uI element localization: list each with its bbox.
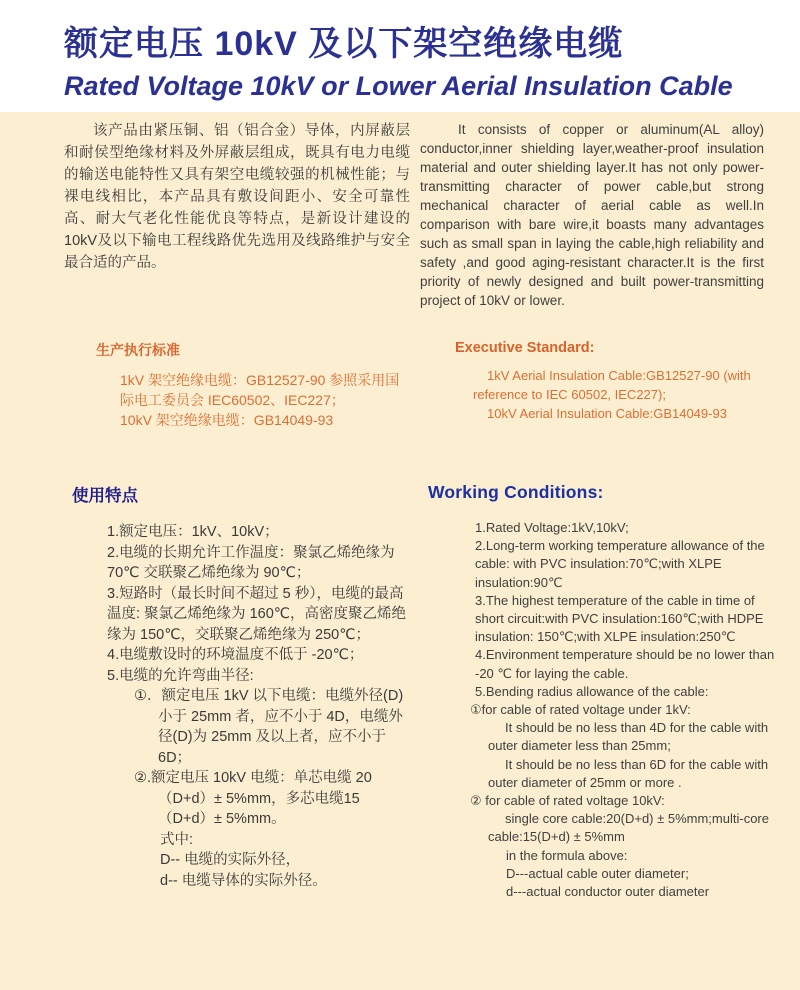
working-condition-item-en: 3.The highest temperature of the cable in time of short circuit:with PVC insulation:160℃;with HDPE insulation: 150℃;with XLPE insulation:250℃ (475, 592, 764, 645)
page-header (0, 0, 800, 112)
standard-lines-zh (120, 370, 412, 430)
page-title-en: Rated Voltage 10kV or Lower Aerial Insulation Cable (64, 71, 733, 101)
working-condition-item-en: 2.Long-term working temperature allowance of the cable: with PVC insulation:70℃;with XLPE insulation:90℃ (475, 538, 765, 590)
working-condition-item-en: single core cable:20(D+d) ± 5%mm;multi-core cable:15(D+d) ± 5%mm (488, 811, 769, 845)
working-conditions-heading-en: Working Conditions: (428, 482, 604, 502)
feature-item-zh: d-- 电缆导体的实际外径。 (160, 872, 327, 889)
working-condition-item-en: It should be no less than 4D for the cable with outer diameter less than 25mm; (488, 720, 769, 754)
feature-item-zh: 3.短路时（最长时间不超过 5 秒），电缆的最高温度: 聚氯乙烯绝缘为 160℃，高密度聚乙烯绝缘为 150℃，交联聚乙烯绝缘为 250℃； (107, 585, 407, 643)
working-condition-item-en: 5.Bending radius allowance of the cable: (475, 683, 709, 699)
standard-block-en (428, 340, 773, 430)
standard-line-en: 1kV Aerial Insulation Cable:GB12527-90 (with reference to IEC 60502, IEC227); (473, 368, 751, 402)
feature-item-zh: 式中: (160, 831, 194, 848)
features-list-zh (107, 522, 407, 891)
standard-lines-en (473, 366, 773, 423)
features-block-zh (64, 482, 410, 901)
intro-paragraph-en: It consists of copper or aluminum(AL alloy) conductor,inner shielding layer,weather-proof insulation material and outer shielding layer.It has not only power-transmitting character of power cable,but strong mechanical character of aerial cable as well.In comparison with bare wire,it boasts many advantages such as small span in laying the cable,high reliability and safety ,and good aging-resistant character.It is the first priority of newly designed and built power-transmitting project of 10kV or lower. (420, 122, 764, 308)
standard-line-en: 10kV Aerial Insulation Cable:GB14049-93 (487, 406, 727, 421)
features-section (64, 482, 775, 901)
feature-item-zh: D-- 电缆的实际外径， (160, 852, 301, 868)
working-condition-item-en: D---actual cable outer diameter; (506, 865, 689, 881)
feature-item-zh: 4.电缆敷设时的环境温度不低于 -20℃； (107, 647, 364, 663)
intro-column-zh (64, 120, 410, 310)
standard-heading-zh: 生产执行标准 (96, 342, 180, 358)
standard-line-zh: 10kV 架空绝缘电缆：GB14049-93 (120, 412, 334, 428)
working-condition-item-en: 4.Environment temperature should be no lower than -20 ℃ for laying the cable. (475, 647, 775, 681)
working-condition-item-en: ①for cable of rated voltage under 1kV: (470, 702, 691, 718)
page-body (0, 112, 800, 990)
feature-item-zh: 5.电缆的允许弯曲半径: (107, 667, 254, 684)
standard-line-zh: 1kV 架空绝缘电缆：GB12527-90 参照采用国际电工委员会 IEC60502、IEC227； (120, 372, 400, 408)
intro-section (64, 120, 764, 310)
intro-column-en (420, 120, 764, 310)
standards-section (64, 340, 764, 430)
working-condition-item-en: It should be no less than 6D for the cable with outer diameter of 25mm or more . (488, 756, 769, 790)
feature-item-zh: ①．额定电压 1kV 以下电缆：电缆外径(D)小于 25mm 者，应不小于 4D，电缆外径(D)为 25mm 及以上者，应不小于 6D； (134, 688, 404, 766)
features-heading-zh: 使用特点 (72, 487, 138, 505)
working-conditions-block-en (428, 482, 777, 901)
feature-item-zh: 1.额定电压：1kV、10kV； (107, 524, 279, 540)
working-condition-item-en: 1.Rated Voltage:1kV,10kV; (475, 520, 629, 535)
working-condition-item-en: in the formula above: (506, 847, 628, 863)
feature-item-zh: ②.额定电压 10kV 电缆：单芯电缆 20（D+d）± 5%mm，多芯电缆15（D+d）± 5%mm。 (134, 770, 372, 827)
working-condition-item-en: ② for cable of rated voltage 10kV: (470, 793, 665, 809)
working-condition-item-en: d---actual conductor outer diameter (506, 884, 710, 900)
standard-block-zh (64, 340, 410, 430)
page-title-zh: 额定电压 10kV 及以下架空绝缘电缆 (64, 25, 624, 63)
working-conditions-list-en (470, 519, 777, 901)
standard-heading-en: Executive Standard: (455, 340, 595, 356)
feature-item-zh: 2.电缆的长期允许工作温度：聚氯乙烯绝缘为 70℃ 交联聚乙烯绝缘为 90℃； (107, 544, 395, 581)
intro-paragraph-zh: 该产品由紧压铜、铝（铝合金）导体，内屏蔽层和耐侯型绝缘材料及外屏蔽层组成，既具有电力电缆的输送电能特性又具有架空电缆较强的机械性能；与裸电线相比，本产品具有敷设间距小、安全可靠性高、耐大气老化性能优良等特点，是新设计建设的10kV及以下输电工程线路优先选用及线路维护与安全最合适的产品。 (64, 123, 410, 271)
